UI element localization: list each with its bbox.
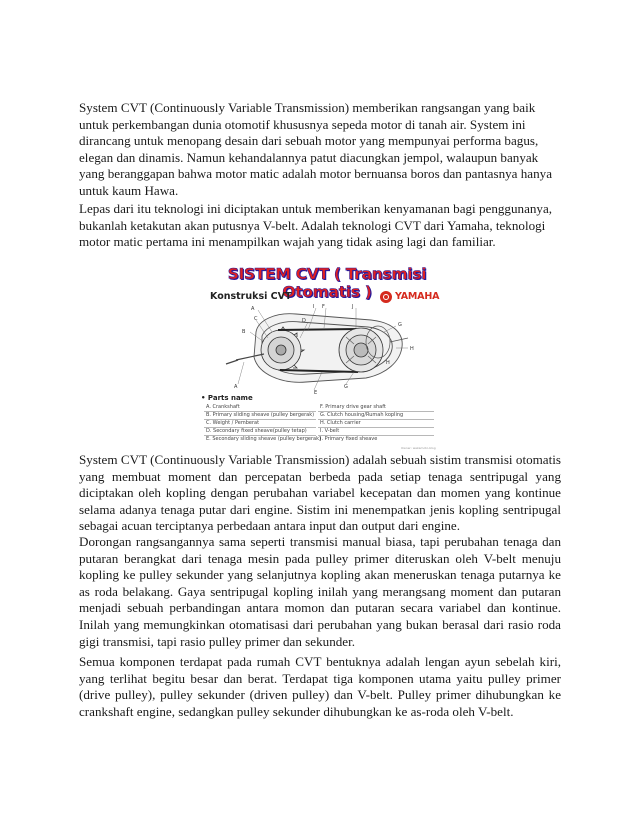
callout-7: D (302, 318, 306, 324)
part-left-c: C. Weight / Pemberat (206, 420, 260, 426)
parts-divider (204, 411, 316, 412)
callout-6: J (352, 304, 354, 310)
callout-9: E (314, 390, 318, 396)
parts-divider (318, 427, 434, 428)
cvt-diagram (196, 302, 446, 397)
parts-divider (204, 435, 316, 436)
figure-subtitle: Konstruksi CVT (210, 291, 292, 302)
paragraph-intro: System CVT (Continuously Variable Transmission) memberikan rangsangan yang baik untuk perkembangan dunia otomotif khususnya sepeda motor di tanah air. System ini dirancang untuk menopang desain dari sebuah motor yang mempunyai performa bagus, elegan dan dinamis. Namun kehandalannya patut diacungkan jempol, walaupun banyak yang beranggapan bahwa motor matic adalah motor bernuansa boros dan pantasnya hanya untuk kaum Hawa. (79, 100, 553, 198)
part-right-j: J. Primary fixed sheave (320, 436, 378, 442)
callout-1: A (251, 306, 255, 312)
callout-h: H (386, 360, 390, 366)
brand-name: YAMAHA (395, 291, 440, 302)
callout-2: C (254, 316, 258, 322)
callout-8: A (234, 384, 238, 390)
parts-divider (318, 435, 434, 436)
callout-4: I (313, 304, 315, 310)
part-right-i: I. V-belt (320, 428, 340, 434)
paragraph-definition: System CVT (Continuously Variable Transmission) adalah sebuah sistim transmisi otomatis yang membuat moment dan percepatan berbeda pada setiap tenaga sentripugal yang diciptakan oleh kopling dengan perubahan variabel kecepatan dan momen yang kontinue selama adanya tenaga putar dari engine. Sistim ini menempatkan jenis kopling sentripugal sebagai acuan terciptanya perbedaan antara input dan output dari engine. (79, 452, 561, 534)
figure-credit: Owner: wakamoto.blog (401, 446, 436, 450)
part-right-f: F. Primary drive gear shaft (320, 404, 386, 410)
paragraph-mechanism: Dorongan rangsangannya sama seperti transmisi manual biasa, tapi perubahan tenaga dan putaran berangkat dari tenaga mesin pada pulley primer diteruskan oleh V-belt menuju kopling ke pulley sekunder yang selanjutnya kopling akan meneruskan tenaga putarnya ke as roda belakang. Gaya sentripugal kopling inilah yang merangsang moment dan putaran menjadi sebuah perbandingan antara momon dan putaran secara variabel dan kontinue. Inilah yang memungkinkan otomatisasi dari perubahan yang bukan berasal dari rasio roda gigi transmisi, tapi rasio pulley primer dan sekunder. (79, 534, 561, 649)
part-right-g: G. Clutch housing/Rumah kopling (320, 412, 404, 418)
paragraph-yamaha: Lepas dari itu teknologi ini diciptakan untuk memberikan kenyamanan bagi penggunanya, bukanlah ketakutan akan putusnya V-belt. Adalah teknologi CVT dari Yamaha, teknologi motor matic pertama ini menampilkan wajah yang tidak asing lagi dan familiar. (79, 201, 553, 250)
cvt-figure (196, 262, 446, 450)
part-left-d: D. Secondary fixed sheave(pulley tetap) (206, 428, 307, 434)
part-left-b: B. Primary sliding sheave (pulley bergerak) (206, 412, 315, 418)
parts-divider (318, 419, 434, 420)
paragraph-components: Semua komponen terdapat pada rumah CVT bentuknya adalah lengan ayun sebelah kiri, yang terlihat begitu besar dan berat. Terdapat tiga komponen utama yaitu pulley primer (drive pulley), pulley sekunder (driven pulley) dan V-belt. Pulley primer dihubungkan ke crankshaft engine, sedangkan pulley sekunder dihubungkan ke as-roda oleh V-belt. (79, 654, 561, 719)
callout-f: G (398, 322, 402, 328)
part-right-h: H. Clutch carrier (320, 420, 361, 426)
part-left-e: E. Secondary sliding sheave (pulley bergerak) (206, 436, 321, 442)
parts-divider (318, 411, 434, 412)
parts-list (204, 404, 444, 452)
secondary-pulley (339, 328, 383, 372)
callout-g: H (410, 346, 414, 352)
parts-divider (204, 427, 316, 428)
parts-divider (204, 419, 316, 420)
figure-title: SISTEM CVT ( Transmisi Otomatis ) (227, 265, 427, 301)
callout-10: G (344, 384, 348, 390)
parts-heading: • Parts name (201, 394, 253, 402)
callout-3: B (242, 329, 246, 335)
part-left-a: A. Crankshaft (206, 404, 240, 410)
callout-5: F (322, 304, 325, 310)
